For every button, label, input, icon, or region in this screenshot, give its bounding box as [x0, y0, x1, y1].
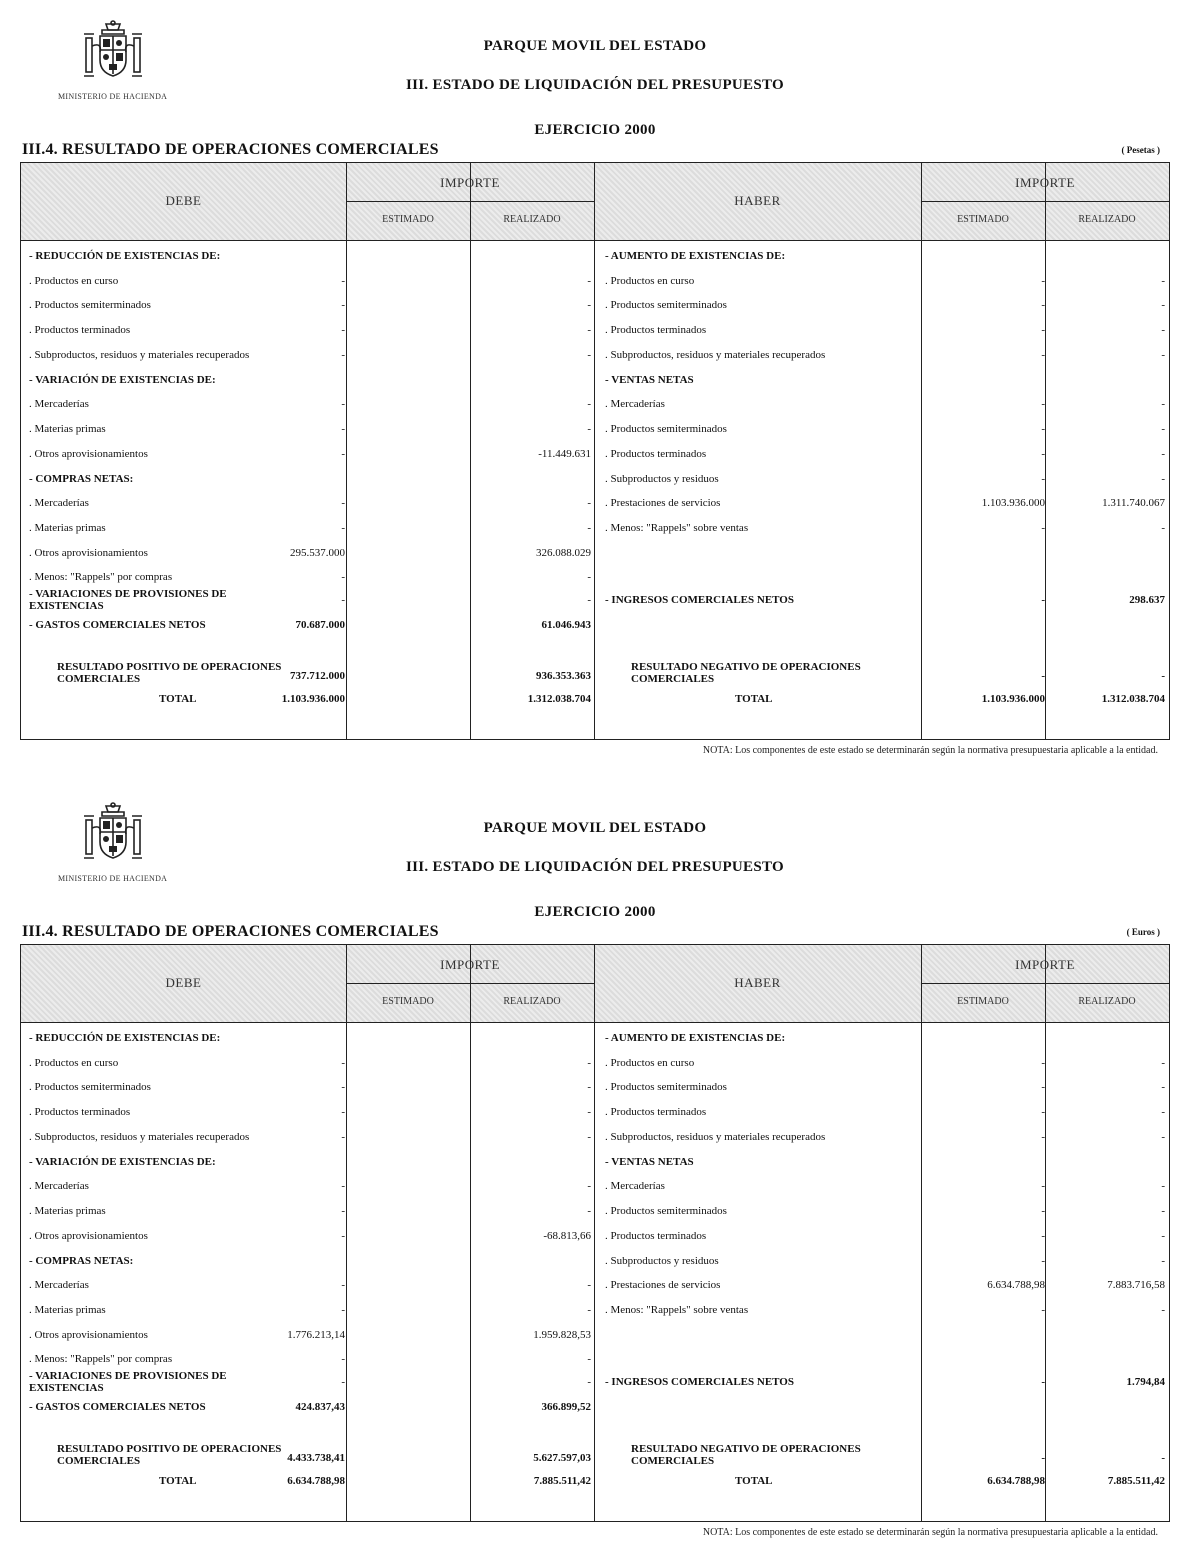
debe-estimado: - [341, 571, 345, 583]
debe-realizado: - [587, 275, 591, 287]
total-haber-realizado: 7.885.511,42 [1107, 1475, 1165, 1487]
haber-label: . Subproductos, residuos y materiales recuperados [605, 349, 826, 361]
haber-label: . Prestaciones de servicios [605, 497, 721, 509]
debe-label: . Subproductos, residuos y materiales recuperados [29, 349, 250, 361]
haber-realizado: - [1161, 423, 1165, 435]
table-row [21, 318, 1169, 342]
haber-realizado: - [1161, 1304, 1165, 1316]
haber-realizado: 1.794,84 [1126, 1376, 1165, 1388]
debe-realizado: - [587, 1057, 591, 1069]
haber-estimado: 6.634.788,98 [987, 1279, 1045, 1291]
header-debe: DEBE [165, 975, 202, 990]
debe-label: . Mercaderías [29, 398, 89, 410]
table-row [21, 244, 1169, 268]
ministry-logo [58, 802, 188, 888]
section-heading: III.4. RESULTADO DE OPERACIONES COMERCIALES [22, 141, 439, 158]
resultado-positivo-estimado: 4.433.738,41 [287, 1452, 345, 1464]
haber-label: . Productos semiterminados [605, 1081, 727, 1093]
ministry-name: MINISTERIO DE HACIENDA [58, 92, 168, 101]
debe-realizado: - [587, 324, 591, 336]
table-header [21, 945, 1169, 1023]
table-row [21, 491, 1169, 515]
table-row [21, 343, 1169, 367]
debe-estimado: - [341, 594, 345, 606]
table-row [21, 613, 1169, 637]
debe-estimado: - [341, 497, 345, 509]
haber-realizado: - [1161, 349, 1165, 361]
debe-label: . Productos en curso [29, 1057, 119, 1069]
total-row [21, 1469, 1169, 1493]
debe-estimado: - [341, 299, 345, 311]
haber-label: . Menos: "Rappels" sobre ventas [605, 1304, 749, 1316]
haber-estimado: - [1041, 1230, 1045, 1242]
debe-realizado: - [587, 1106, 591, 1118]
debe-realizado: 1.959.828,53 [533, 1329, 591, 1341]
table-row [21, 392, 1169, 416]
resultado-negativo-estimado: - [1041, 670, 1045, 682]
document-subtitle: III. ESTADO DE LIQUIDACIÓN DEL PRESUPUESTO [406, 859, 784, 875]
debe-label: . Mercaderías [29, 1180, 89, 1192]
table-row [21, 1150, 1169, 1174]
haber-estimado: - [1041, 1205, 1045, 1217]
haber-realizado: - [1161, 1081, 1165, 1093]
table-row [21, 293, 1169, 317]
haber-estimado: - [1041, 1057, 1045, 1069]
haber-realizado: - [1161, 1230, 1165, 1242]
debe-realizado: -11.449.631 [538, 448, 591, 460]
table-row [21, 541, 1169, 565]
haber-estimado: - [1041, 324, 1045, 336]
debe-estimado: - [341, 522, 345, 534]
debe-label: - REDUCCIÓN DE EXISTENCIAS DE: [29, 250, 221, 262]
header-haber: HABER [734, 975, 781, 990]
debe-estimado: - [341, 423, 345, 435]
table-row [21, 1224, 1169, 1248]
debe-label: - REDUCCIÓN DE EXISTENCIAS DE: [29, 1032, 221, 1044]
debe-estimado: 295.537.000 [290, 547, 345, 559]
haber-estimado: - [1041, 473, 1045, 485]
debe-estimado: - [341, 324, 345, 336]
haber-estimado: - [1041, 398, 1045, 410]
fiscal-year: EJERCICIO 2000 [534, 122, 656, 138]
debe-realizado: - [587, 1180, 591, 1192]
coat-of-arms-icon [80, 802, 146, 868]
total-debe-label: TOTAL [159, 693, 197, 705]
currency-unit: ( Pesetas ) [1121, 145, 1160, 155]
haber-label: - AUMENTO DE EXISTENCIAS DE: [605, 1032, 786, 1044]
debe-label: . Productos semiterminados [29, 299, 151, 311]
debe-label: . Otros aprovisionamientos [29, 1230, 148, 1242]
resultado-positivo-label: RESULTADO POSITIVO DE OPERACIONES COMERCIALES [57, 661, 282, 685]
haber-realizado: - [1161, 1131, 1165, 1143]
debe-realizado: 61.046.943 [541, 619, 591, 631]
haber-realizado: - [1161, 473, 1165, 485]
header-estimado-haber: ESTIMADO [957, 214, 1009, 225]
table-row [21, 417, 1169, 441]
haber-realizado: 298.637 [1129, 594, 1165, 606]
haber-estimado: - [1041, 423, 1045, 435]
haber-estimado: - [1041, 448, 1045, 460]
debe-realizado: - [587, 1205, 591, 1217]
debe-realizado: - [587, 299, 591, 311]
debe-estimado: - [341, 349, 345, 361]
debe-estimado: - [341, 1376, 345, 1388]
haber-label: . Productos semiterminados [605, 299, 727, 311]
table-row [21, 1273, 1169, 1297]
total-debe-label: TOTAL [159, 1475, 197, 1487]
footnote: NOTA: Los componentes de este estado se determinarán según la normativa presupuestaria aplicable a la entidad. [702, 745, 1158, 756]
resultado-positivo-realizado: 936.353.363 [536, 670, 591, 682]
table-row [21, 588, 1169, 612]
document-title: PARQUE MOVIL DEL ESTADO [483, 38, 707, 54]
table-row [21, 1174, 1169, 1198]
haber-label: . Productos en curso [605, 275, 695, 287]
debe-estimado: - [341, 1205, 345, 1217]
haber-estimado: - [1041, 1304, 1045, 1316]
haber-realizado: - [1161, 1255, 1165, 1267]
table-row [21, 516, 1169, 540]
haber-estimado: - [1041, 1081, 1045, 1093]
header-realizado-haber: REALIZADO [1078, 214, 1136, 225]
header-estimado-haber: ESTIMADO [957, 996, 1009, 1007]
debe-label: . Productos semiterminados [29, 1081, 151, 1093]
debe-realizado: 366.899,52 [541, 1401, 591, 1413]
debe-label: . Otros aprovisionamientos [29, 448, 148, 460]
debe-estimado: 70.687.000 [295, 619, 345, 631]
resultado-positivo-realizado: 5.627.597,03 [533, 1452, 591, 1464]
haber-realizado: - [1161, 299, 1165, 311]
debe-label: . Mercaderías [29, 1279, 89, 1291]
total-debe-realizado: 1.312.038.704 [527, 693, 591, 705]
haber-realizado: 7.883.716,58 [1107, 1279, 1165, 1291]
header-realizado-haber: REALIZADO [1078, 996, 1136, 1007]
haber-realizado: - [1161, 398, 1165, 410]
debe-realizado: - [587, 1376, 591, 1388]
haber-estimado: - [1041, 275, 1045, 287]
total-debe-estimado: 6.634.788,98 [287, 1475, 345, 1487]
table-row [21, 1347, 1169, 1371]
resultado-negativo-label: RESULTADO NEGATIVO DE OPERACIONES COMERCIALES [631, 1443, 861, 1467]
debe-label: - VARIACIÓN DE EXISTENCIAS DE: [29, 374, 216, 386]
haber-realizado: - [1161, 1057, 1165, 1069]
resultado-negativo-estimado: - [1041, 1452, 1045, 1464]
debe-estimado: - [341, 275, 345, 287]
haber-label: . Prestaciones de servicios [605, 1279, 721, 1291]
debe-label: . Otros aprovisionamientos [29, 547, 148, 559]
haber-label: - VENTAS NETAS [605, 1156, 694, 1168]
debe-estimado: - [341, 1131, 345, 1143]
total-haber-label: TOTAL [735, 693, 773, 705]
debe-estimado: - [341, 398, 345, 410]
table-row [21, 1125, 1169, 1149]
haber-label: . Menos: "Rappels" sobre ventas [605, 522, 749, 534]
haber-label: . Subproductos y residuos [605, 473, 719, 485]
debe-estimado: 424.837,43 [295, 1401, 345, 1413]
total-haber-estimado: 6.634.788,98 [987, 1475, 1045, 1487]
debe-estimado: - [341, 1304, 345, 1316]
table-row [21, 368, 1169, 392]
debe-realizado: - [587, 594, 591, 606]
debe-estimado: - [341, 1057, 345, 1069]
debe-estimado: - [341, 1081, 345, 1093]
haber-estimado: - [1041, 299, 1045, 311]
haber-realizado: - [1161, 1106, 1165, 1118]
haber-estimado: 1.103.936.000 [981, 497, 1045, 509]
haber-label: . Productos semiterminados [605, 1205, 727, 1217]
haber-estimado: - [1041, 594, 1045, 606]
document-subtitle: III. ESTADO DE LIQUIDACIÓN DEL PRESUPUESTO [406, 77, 784, 93]
haber-label: - INGRESOS COMERCIALES NETOS [605, 594, 794, 606]
debe-label: - VARIACIONES DE PROVISIONES DE EXISTENCIAS [29, 1370, 227, 1394]
table-row [21, 1026, 1169, 1050]
debe-estimado: 1.776.213,14 [287, 1329, 345, 1341]
debe-label: . Productos terminados [29, 324, 131, 336]
total-row [21, 687, 1169, 711]
header-importe-debe: IMPORTE [440, 957, 500, 972]
haber-estimado: - [1041, 1255, 1045, 1267]
resultado-negativo-realizado: - [1161, 1452, 1165, 1464]
haber-label: . Subproductos, residuos y materiales recuperados [605, 1131, 826, 1143]
debe-realizado: - [587, 1353, 591, 1365]
haber-estimado: - [1041, 522, 1045, 534]
debe-estimado: - [341, 1106, 345, 1118]
table-row [21, 1249, 1169, 1273]
debe-label: . Productos en curso [29, 275, 119, 287]
debe-realizado: - [587, 1131, 591, 1143]
header-debe: DEBE [165, 193, 202, 208]
currency-unit: ( Euros ) [1126, 927, 1160, 937]
debe-label: . Materias primas [29, 1205, 106, 1217]
total-haber-label: TOTAL [735, 1475, 773, 1487]
debe-label: . Productos terminados [29, 1106, 131, 1118]
debe-estimado: - [341, 1279, 345, 1291]
header-haber: HABER [734, 193, 781, 208]
table-row [21, 1298, 1169, 1322]
table-row [21, 1323, 1169, 1347]
haber-realizado: 1.311.740.067 [1102, 497, 1165, 509]
haber-label: - VENTAS NETAS [605, 374, 694, 386]
debe-label: . Mercaderías [29, 497, 89, 509]
resultado-positivo-estimado: 737.712.000 [290, 670, 345, 682]
document-title: PARQUE MOVIL DEL ESTADO [483, 820, 707, 836]
footnote: NOTA: Los componentes de este estado se determinarán según la normativa presupuestaria aplicable a la entidad. [702, 1527, 1158, 1538]
results-table [20, 944, 1170, 1522]
haber-estimado: - [1041, 1376, 1045, 1388]
ministry-name: MINISTERIO DE HACIENDA [58, 874, 168, 883]
haber-label: . Productos en curso [605, 1057, 695, 1069]
haber-label: - AUMENTO DE EXISTENCIAS DE: [605, 250, 786, 262]
debe-label: . Materias primas [29, 1304, 106, 1316]
total-debe-realizado: 7.885.511,42 [533, 1475, 591, 1487]
table-row [21, 1199, 1169, 1223]
debe-label: - GASTOS COMERCIALES NETOS [29, 619, 206, 631]
header-importe-haber: IMPORTE [1015, 175, 1075, 190]
haber-realizado: - [1161, 1205, 1165, 1217]
haber-estimado: - [1041, 349, 1045, 361]
debe-realizado: - [587, 1081, 591, 1093]
debe-label: . Menos: "Rappels" por compras [29, 1353, 173, 1365]
debe-realizado: - [587, 423, 591, 435]
fiscal-year: EJERCICIO 2000 [534, 904, 656, 920]
table-row [21, 1395, 1169, 1419]
header-estimado-debe: ESTIMADO [382, 214, 434, 225]
total-haber-realizado: 1.312.038.704 [1101, 693, 1165, 705]
header-realizado-debe: REALIZADO [503, 214, 561, 225]
debe-estimado: - [341, 448, 345, 460]
haber-label: . Subproductos y residuos [605, 1255, 719, 1267]
debe-label: - VARIACIÓN DE EXISTENCIAS DE: [29, 1156, 216, 1168]
total-debe-estimado: 1.103.936.000 [281, 693, 345, 705]
header-importe-debe: IMPORTE [440, 175, 500, 190]
table-row [21, 269, 1169, 293]
ministry-logo [58, 20, 188, 106]
haber-label: . Productos terminados [605, 1230, 707, 1242]
haber-estimado: - [1041, 1180, 1045, 1192]
haber-estimado: - [1041, 1131, 1045, 1143]
header-estimado-debe: ESTIMADO [382, 996, 434, 1007]
haber-label: . Mercaderías [605, 1180, 665, 1192]
debe-realizado: - [587, 522, 591, 534]
debe-estimado: - [341, 1230, 345, 1242]
table-row [21, 442, 1169, 466]
header-realizado-debe: REALIZADO [503, 996, 561, 1007]
debe-label: . Materias primas [29, 522, 106, 534]
debe-estimado: - [341, 1353, 345, 1365]
resultado-positivo-label: RESULTADO POSITIVO DE OPERACIONES COMERCIALES [57, 1443, 282, 1467]
haber-label: . Productos terminados [605, 1106, 707, 1118]
haber-realizado: - [1161, 448, 1165, 460]
table-row [21, 467, 1169, 491]
debe-realizado: - [587, 349, 591, 361]
table-row [21, 1051, 1169, 1075]
debe-label: . Subproductos, residuos y materiales recuperados [29, 1131, 250, 1143]
haber-realizado: - [1161, 1180, 1165, 1192]
debe-label: . Materias primas [29, 423, 106, 435]
debe-label: - GASTOS COMERCIALES NETOS [29, 1401, 206, 1413]
debe-realizado: -68.813,66 [543, 1230, 591, 1242]
debe-realizado: - [587, 497, 591, 509]
coat-of-arms-icon [80, 20, 146, 86]
haber-label: . Productos semiterminados [605, 423, 727, 435]
debe-label: . Menos: "Rappels" por compras [29, 571, 173, 583]
debe-label: . Otros aprovisionamientos [29, 1329, 148, 1341]
table-row [21, 565, 1169, 589]
debe-realizado: - [587, 398, 591, 410]
debe-realizado: - [587, 1304, 591, 1316]
table-row [21, 1075, 1169, 1099]
resultado-negativo-realizado: - [1161, 670, 1165, 682]
debe-label: - VARIACIONES DE PROVISIONES DE EXISTENCIAS [29, 588, 227, 612]
table-header [21, 163, 1169, 241]
haber-label: . Productos terminados [605, 324, 707, 336]
resultado-negativo-label: RESULTADO NEGATIVO DE OPERACIONES COMERCIALES [631, 661, 861, 685]
debe-realizado: - [587, 1279, 591, 1291]
haber-realizado: - [1161, 522, 1165, 534]
section-heading: III.4. RESULTADO DE OPERACIONES COMERCIALES [22, 923, 439, 940]
haber-estimado: - [1041, 1106, 1045, 1118]
haber-realizado: - [1161, 275, 1165, 287]
header-importe-haber: IMPORTE [1015, 957, 1075, 972]
total-haber-estimado: 1.103.936.000 [981, 693, 1045, 705]
haber-label: - INGRESOS COMERCIALES NETOS [605, 1376, 794, 1388]
results-table [20, 162, 1170, 740]
debe-realizado: 326.088.029 [536, 547, 591, 559]
haber-label: . Mercaderías [605, 398, 665, 410]
table-row [21, 1370, 1169, 1394]
table-row [21, 1100, 1169, 1124]
debe-label: - COMPRAS NETAS: [29, 473, 134, 485]
haber-label: . Productos terminados [605, 448, 707, 460]
haber-realizado: - [1161, 324, 1165, 336]
debe-realizado: - [587, 571, 591, 583]
debe-estimado: - [341, 1180, 345, 1192]
debe-label: - COMPRAS NETAS: [29, 1255, 134, 1267]
